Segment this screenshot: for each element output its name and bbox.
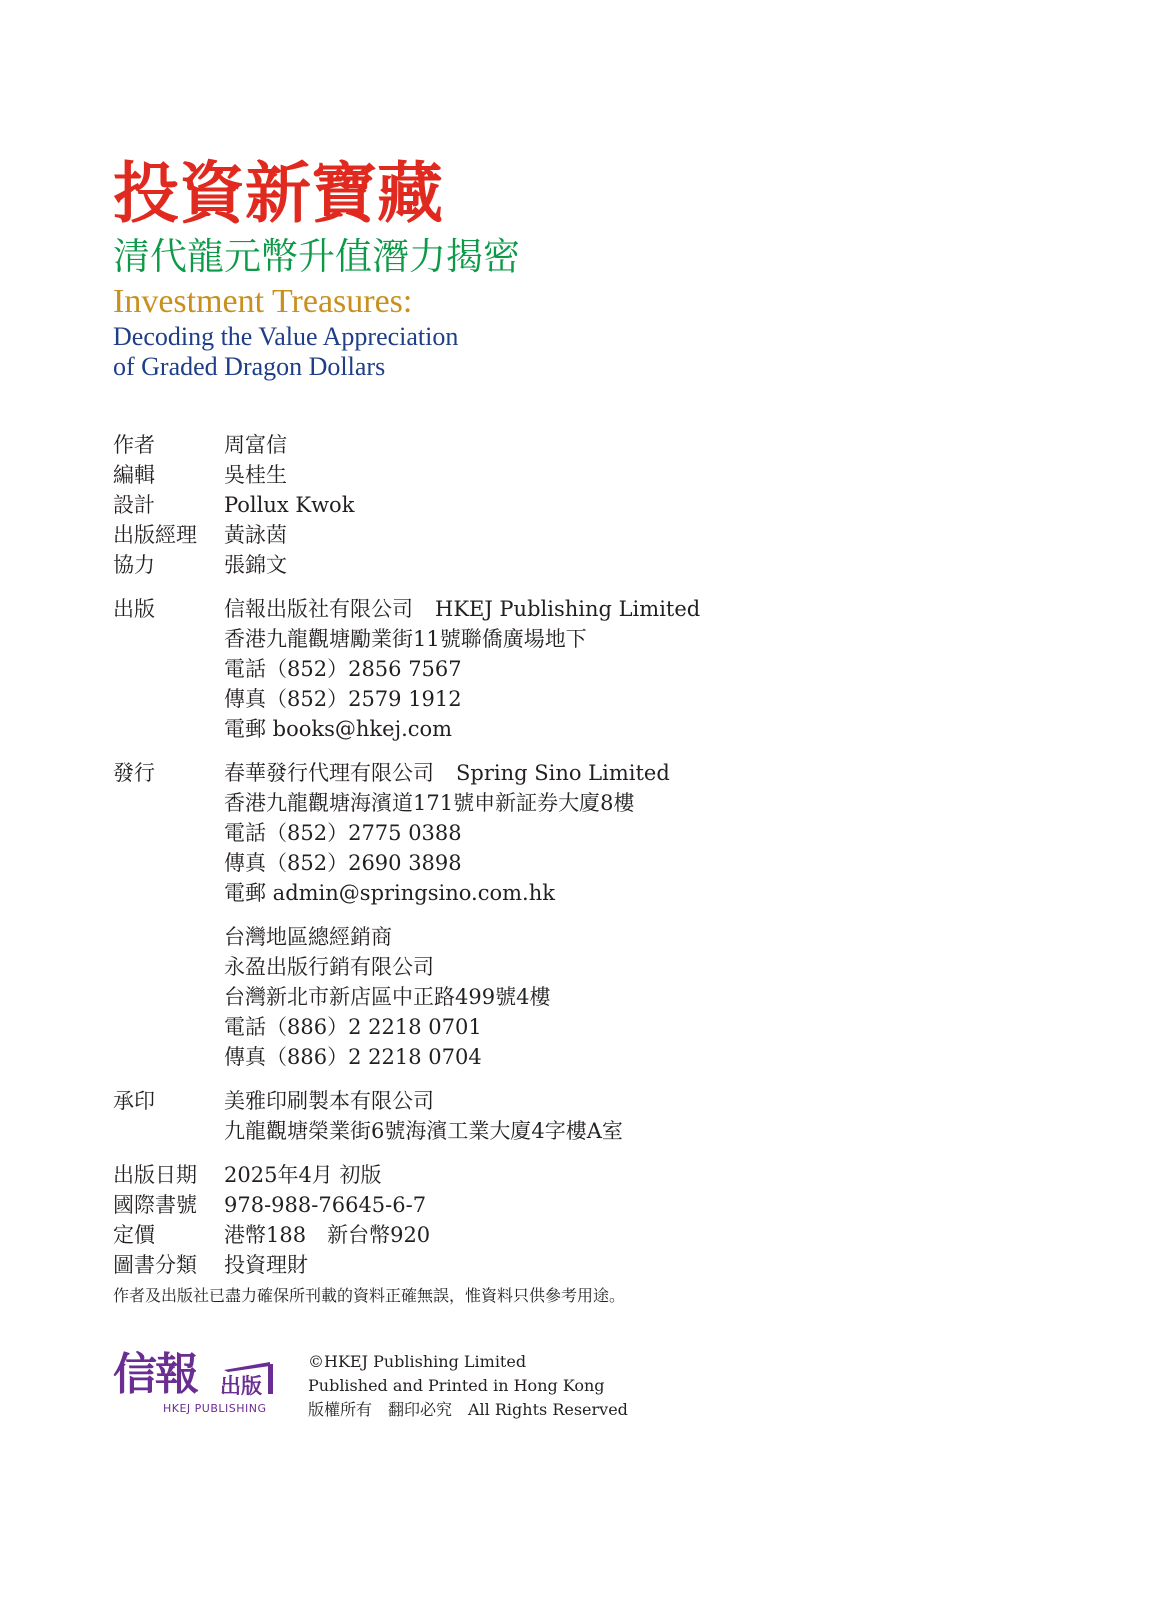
- printer-name: 美雅印刷製本有限公司: [224, 1089, 434, 1113]
- editor-row: [113, 460, 700, 490]
- book-title-chinese: 投資新寶藏: [113, 154, 443, 232]
- distributor-name-en: Spring Sino Limited: [456, 761, 670, 785]
- category-label: 圖書分類: [113, 1253, 197, 1277]
- author-label: 作者: [113, 433, 155, 457]
- author-row: [113, 430, 700, 460]
- isbn-value: 978-988-76645-6-7: [224, 1193, 427, 1217]
- printer-label: 承印: [113, 1089, 155, 1113]
- book-title-english: Investment Treasures:: [113, 283, 413, 320]
- design-value: Pollux Kwok: [224, 493, 355, 517]
- printer-details: [224, 1086, 623, 1146]
- category-value: 投資理財: [224, 1253, 308, 1277]
- date-value: 2025年4月 初版: [224, 1163, 382, 1187]
- printer-address: 九龍觀塘榮業街6號海濱工業大廈4字樓A室: [224, 1119, 623, 1143]
- taiwan-tel: 電話（886）2 2218 0701: [224, 1015, 482, 1039]
- logo-main-text: 信報: [113, 1349, 197, 1400]
- book-subtitle-chinese: 清代龍元幣升值潛力揭密: [113, 235, 520, 278]
- publisher-address: 香港九龍觀塘勵業街11號聯僑廣場地下: [224, 627, 587, 651]
- distributor-address: 香港九龍觀塘海濱道171號申新証券大廈8樓: [224, 791, 635, 815]
- manager-value: 黃詠茵: [224, 523, 287, 547]
- copyright-line2: Published and Printed in Hong Kong: [308, 1376, 605, 1395]
- price-row: [113, 1220, 700, 1250]
- publisher-section: [113, 594, 700, 744]
- taiwan-address: 台灣新北市新店區中正路499號4樓: [224, 985, 551, 1009]
- taiwan-fax: 傳真（886）2 2218 0704: [224, 1045, 482, 1069]
- date-row: [113, 1160, 700, 1190]
- distributor-name-line: [224, 758, 670, 788]
- logo-publishing-text: 出版: [220, 1374, 262, 1398]
- copyright-line3: 版權所有 翻印必究 All Rights Reserved: [308, 1400, 628, 1419]
- distributor-fax: 傳真（852）2690 3898: [224, 851, 462, 875]
- editor-label: 編輯: [113, 463, 155, 487]
- hkej-publishing-logo: [113, 1350, 283, 1420]
- publisher-email: 電郵 books@hkej.com: [224, 717, 453, 741]
- manager-label: 出版經理: [113, 523, 197, 547]
- author-value: 周富信: [224, 433, 287, 457]
- publisher-fax: 傳真（852）2579 1912: [224, 687, 462, 711]
- publisher-details: [224, 594, 700, 744]
- printer-section: [113, 1086, 700, 1146]
- distributor-details: [224, 758, 670, 908]
- distributor-name-zh: 春華發行代理有限公司: [224, 761, 434, 785]
- category-row: [113, 1250, 700, 1280]
- editor-value: 吳桂生: [224, 463, 287, 487]
- isbn-row: [113, 1190, 700, 1220]
- publication-info: [113, 1160, 700, 1280]
- distributor-tel: 電話（852）2775 0388: [224, 821, 462, 845]
- taiwan-label-spacer: [113, 922, 224, 1072]
- price-value: 港幣188 新台幣920: [224, 1223, 431, 1247]
- design-row: [113, 490, 700, 520]
- isbn-label: 國際書號: [113, 1193, 197, 1217]
- publisher-name-en: HKEJ Publishing Limited: [435, 597, 701, 621]
- book-subtitle-english-line2: of Graded Dragon Dollars: [113, 352, 386, 381]
- taiwan-details: [224, 922, 550, 1072]
- taiwan-name: 永盈出版行銷有限公司: [224, 955, 434, 979]
- date-label: 出版日期: [113, 1163, 197, 1187]
- distributor-label: 發行: [113, 761, 155, 785]
- taiwan-section: [113, 922, 700, 1072]
- publisher-name-line: [224, 594, 700, 624]
- disclaimer-text: 作者及出版社已盡力確保所刊載的資料正確無誤，惟資料只供參考用途。: [113, 1286, 626, 1305]
- publisher-tel: 電話（852）2856 7567: [224, 657, 462, 681]
- book-subtitle-english-line1: Decoding the Value Appreciation: [113, 322, 459, 351]
- logo-english-text: HKEJ PUBLISHING: [163, 1402, 267, 1415]
- assist-row: [113, 550, 700, 580]
- credits-group: [113, 430, 700, 580]
- publisher-label: 出版: [113, 597, 155, 621]
- copyright-block: [308, 1350, 628, 1422]
- taiwan-heading: 台灣地區總經銷商: [224, 925, 392, 949]
- copyright-page-details: [113, 430, 700, 1294]
- manager-row: [113, 520, 700, 550]
- publisher-name-zh: 信報出版社有限公司: [224, 597, 413, 621]
- distributor-section: [113, 758, 700, 908]
- copyright-line1: ©HKEJ Publishing Limited: [308, 1352, 527, 1371]
- design-label: 設計: [113, 493, 155, 517]
- price-label: 定價: [113, 1223, 155, 1247]
- distributor-email: 電郵 admin@springsino.com.hk: [224, 881, 555, 905]
- assist-value: 張錦文: [224, 553, 287, 577]
- assist-label: 協力: [113, 553, 155, 577]
- title-block: [113, 150, 520, 382]
